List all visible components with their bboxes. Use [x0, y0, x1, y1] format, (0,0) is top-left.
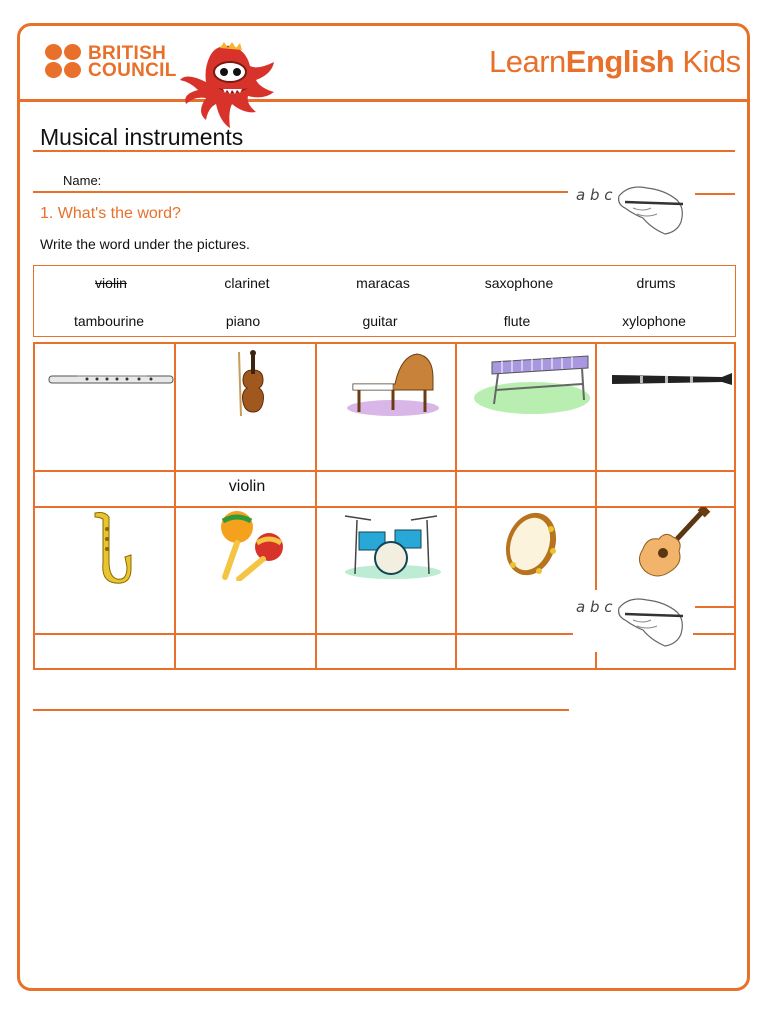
xylophone-picture: [472, 346, 594, 418]
tambourine-picture: [503, 509, 559, 579]
drums-picture: [341, 510, 441, 580]
british-council-line2: COUNCIL: [88, 60, 177, 81]
saxophone-picture: [91, 509, 135, 585]
british-council-dots-icon: [45, 44, 85, 80]
maracas-picture: [215, 509, 289, 581]
writing-hand-icon-2: [573, 590, 693, 652]
word-bank-item: tambourine: [73, 313, 145, 329]
word-bank-item: drums: [636, 275, 676, 291]
word-bank: [33, 265, 736, 337]
name-label: Name:: [63, 173, 102, 188]
word-bank-item: violin: [95, 275, 127, 291]
name-field-line-right: [695, 193, 735, 195]
writing-hand-icon: [573, 178, 693, 240]
word-bank-item: saxophone: [484, 275, 554, 291]
flute-picture: [47, 366, 175, 394]
header-divider: [20, 99, 748, 102]
name-field-line[interactable]: [33, 191, 568, 193]
clarinet-picture: [610, 370, 734, 390]
answer-violin[interactable]: violin: [228, 478, 266, 495]
piano-picture: [345, 348, 439, 418]
word-bank-item: flute: [503, 313, 531, 329]
word-bank-item: piano: [225, 313, 261, 329]
monster-mascot-icon: [176, 42, 280, 130]
learnenglish-kids-logo: [489, 44, 741, 80]
logo-learn: Learn: [489, 44, 566, 79]
title-divider: [33, 150, 735, 152]
british-council-line1: BRITISH: [88, 43, 167, 64]
svg-text:a b c: a b c: [576, 186, 613, 204]
instruction-text: Write the word under the pictures.: [40, 236, 250, 252]
bottom-divider: [33, 709, 569, 711]
violin-picture: [235, 348, 271, 418]
guitar-picture: [633, 507, 711, 581]
word-bank-item: maracas: [356, 275, 410, 291]
section-title: 1. What's the word?: [40, 205, 181, 222]
word-bank-item: clarinet: [224, 275, 270, 291]
logo-kids: Kids: [674, 44, 741, 79]
british-council-logo: [45, 44, 175, 84]
word-bank-item: guitar: [362, 313, 398, 329]
logo-english: English: [565, 44, 675, 79]
pen-line-right: [695, 606, 735, 608]
page-title: Musical instruments: [40, 124, 244, 150]
svg-text:a b c: a b c: [576, 598, 613, 616]
word-bank-item: xylophone: [622, 313, 686, 329]
